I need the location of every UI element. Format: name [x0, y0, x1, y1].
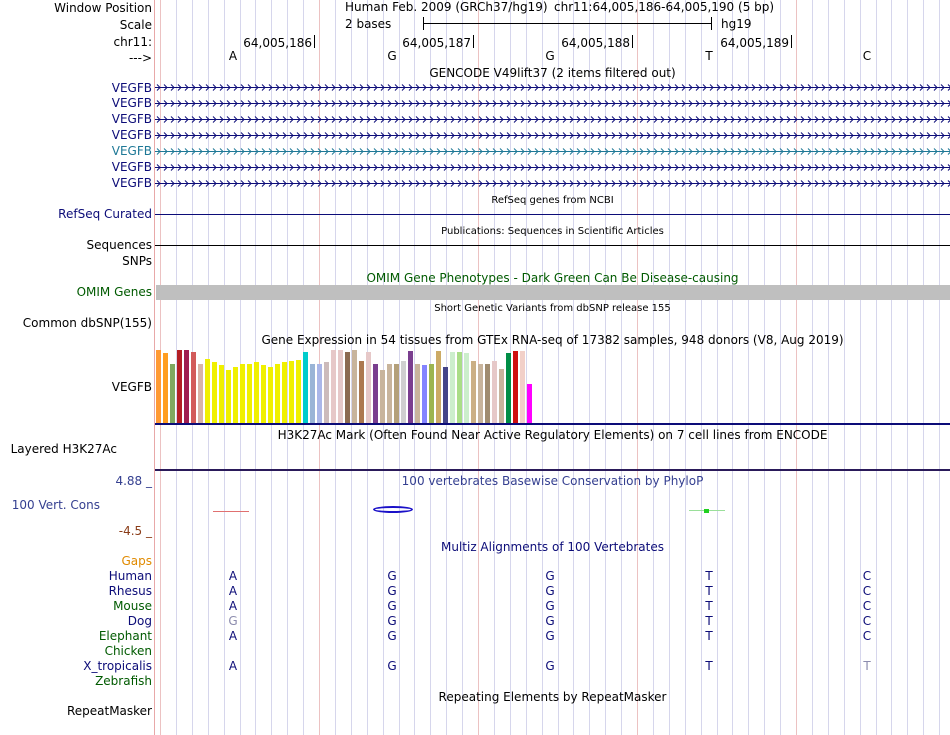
sequences-line[interactable] [155, 245, 950, 246]
coordinate-tick [314, 35, 315, 48]
gridline [589, 0, 590, 735]
gene-label-vegfb[interactable]: VEGFB [111, 144, 152, 158]
gridline [923, 0, 924, 735]
gene-label-vegfb[interactable]: VEGFB [111, 176, 152, 190]
gtex-tissue-bar[interactable] [310, 364, 315, 423]
window-position-value: chr11:64,005,186-64,005,190 (5 bp) [554, 0, 775, 14]
gaps-label[interactable]: Gaps [121, 554, 152, 568]
reference-base: C [862, 49, 872, 63]
gene-transcript-vegfb[interactable] [155, 131, 950, 140]
conservation-max-label: 4.88 _ [115, 474, 152, 488]
gridline [669, 0, 670, 735]
gtex-tissue-bar[interactable] [457, 352, 462, 423]
gtex-tissue-bar[interactable] [296, 360, 301, 423]
gtex-tissue-bar[interactable] [191, 352, 196, 423]
gene-label-vegfb[interactable]: VEGFB [111, 128, 152, 142]
gridline [828, 0, 829, 735]
gridline [796, 0, 797, 735]
gtex-tissue-bar[interactable] [345, 352, 350, 423]
gtex-tissue-bar[interactable] [464, 353, 469, 423]
scale-bar-left-tick [423, 17, 424, 30]
species-label-x-tropicalis[interactable]: X_tropicalis [83, 659, 152, 673]
gtex-tissue-bar[interactable] [527, 384, 532, 423]
scale-text: 2 bases [345, 17, 392, 31]
gtex-tissue-bar[interactable] [170, 364, 175, 423]
coordinate-label: 64,005,186 [243, 36, 312, 50]
strand-arrow-label: ---> [128, 51, 152, 65]
alignment-base: G [387, 599, 397, 613]
omim-gene-bar[interactable] [156, 285, 950, 300]
gtex-tissue-bar[interactable] [156, 350, 161, 423]
coordinate-label: 64,005,187 [402, 36, 471, 50]
gtex-baseline [155, 423, 950, 425]
alignment-base: A [228, 584, 238, 598]
gene-label-vegfb[interactable]: VEGFB [111, 96, 152, 110]
gtex-track-title: Gene Expression in 54 tissues from GTEx RNA-seq of 17382 samples, 948 donors (V8, Aug 2019) [261, 333, 844, 347]
gridline [780, 0, 781, 735]
gtex-tissue-bar[interactable] [352, 350, 357, 423]
alignment-base: T [705, 584, 713, 598]
species-label-elephant[interactable]: Elephant [98, 629, 152, 643]
gtex-tissue-bar[interactable] [520, 351, 525, 423]
gridline [876, 0, 877, 735]
gtex-tissue-bar[interactable] [380, 370, 385, 423]
phylop-t-mark [704, 509, 709, 513]
species-label-rhesus[interactable]: Rhesus [108, 584, 152, 598]
gtex-tissue-bar[interactable] [338, 350, 343, 423]
phylop-track-title: 100 vertebrates Basewise Conservation by PhyloP [401, 474, 704, 488]
gtex-tissue-bar[interactable] [443, 367, 448, 423]
gene-label-vegfb[interactable]: VEGFB [111, 112, 152, 126]
gtex-tissue-bar[interactable] [373, 364, 378, 423]
species-label-mouse[interactable]: Mouse [113, 599, 152, 613]
scale-label: Scale [119, 18, 152, 32]
gridline [717, 0, 718, 735]
alignment-base: C [862, 569, 872, 583]
alignment-base: A [228, 599, 238, 613]
gridline [621, 0, 622, 735]
gridline [748, 0, 749, 735]
gtex-tissue-bar[interactable] [408, 351, 413, 423]
alignment-base: G [545, 599, 555, 613]
common-dbsnp-label[interactable]: Common dbSNP(155) [22, 316, 152, 330]
layered-h3k27ac-label[interactable]: Layered H3K27Ac [10, 442, 117, 456]
gtex-tissue-bar[interactable] [303, 352, 308, 423]
chromosome-label: chr11: [113, 35, 152, 49]
snps-label[interactable]: SNPs [122, 254, 152, 268]
omim-genes-label[interactable]: OMIM Genes [76, 285, 152, 299]
gtex-tissue-bar[interactable] [387, 364, 392, 423]
gtex-tissue-bar[interactable] [401, 361, 406, 423]
reference-base: G [387, 49, 397, 63]
alignment-base: G [387, 584, 397, 598]
gtex-tissue-bar[interactable] [240, 364, 245, 423]
conservation-min-label: -4.5 _ [118, 524, 152, 538]
gtex-tissue-bar[interactable] [513, 351, 518, 423]
sequences-label[interactable]: Sequences [86, 238, 152, 252]
gene-transcript-vegfb[interactable] [155, 179, 950, 188]
gtex-gene-label[interactable]: VEGFB [111, 380, 152, 394]
multiz-track-title: Multiz Alignments of 100 Vertebrates [440, 540, 665, 554]
repeatmasker-track-title: Repeating Elements by RepeatMasker [438, 690, 667, 704]
coordinate-label: 64,005,189 [720, 36, 789, 50]
publications-track-title: Publications: Sequences in Scientific Articles [441, 226, 664, 237]
omim-track-title: OMIM Gene Phenotypes - Dark Green Can Be Disease-causing [366, 271, 739, 285]
gtex-tissue-bar[interactable] [247, 364, 252, 423]
gridline [764, 0, 765, 735]
gencode-track-title: GENCODE V49lift37 (2 items filtered out) [429, 66, 676, 80]
gene-label-vegfb[interactable]: VEGFB [111, 160, 152, 174]
gtex-tissue-bar[interactable] [422, 365, 427, 423]
gtex-tissue-bar[interactable] [492, 361, 497, 423]
assembly-db-label: hg19 [721, 17, 752, 31]
gene-transcript-vegfb[interactable] [155, 147, 950, 156]
h3k27ac-track-title: H3K27Ac Mark (Often Found Near Active Regulatory Elements) on 7 cell lines from ENCODE [277, 428, 828, 442]
window-position-label: Window Position [54, 1, 152, 15]
gtex-tissue-bar[interactable] [506, 353, 511, 423]
alignment-base: A [228, 629, 238, 643]
coordinate-label: 64,005,188 [561, 36, 630, 50]
gtex-tissue-bar[interactable] [282, 362, 287, 423]
gtex-tissue-bar[interactable] [499, 369, 504, 423]
alignment-base: G [545, 659, 555, 673]
alignment-base: G [545, 584, 555, 598]
gridline [685, 0, 686, 735]
gridline [732, 0, 733, 735]
gridline [605, 0, 606, 735]
gridline [907, 0, 908, 735]
refseq-curated-label[interactable]: RefSeq Curated [58, 207, 152, 221]
gtex-tissue-bar[interactable] [366, 352, 371, 423]
gene-label-vegfb[interactable]: VEGFB [111, 81, 152, 95]
gtex-expression-chart[interactable] [156, 348, 536, 423]
gtex-tissue-bar[interactable] [219, 365, 224, 423]
gtex-tissue-bar[interactable] [429, 364, 434, 423]
gene-transcript-vegfb[interactable] [155, 83, 950, 92]
gridline [812, 0, 813, 735]
gtex-tissue-bar[interactable] [289, 361, 294, 423]
alignment-base: G [387, 614, 397, 628]
alignment-base: G [387, 569, 397, 583]
alignment-base: A [228, 569, 238, 583]
alignment-base: G [387, 659, 397, 673]
gtex-tissue-bar[interactable] [212, 362, 217, 423]
gtex-tissue-bar[interactable] [415, 364, 420, 423]
alignment-base: C [862, 614, 872, 628]
vert-cons-label[interactable]: 100 Vert. Cons [11, 498, 100, 512]
gridline [653, 0, 654, 735]
species-label-zebrafish[interactable]: Zebrafish [95, 674, 152, 688]
alignment-base: C [862, 599, 872, 613]
species-label-dog[interactable]: Dog [127, 614, 152, 628]
dbsnp-track-title: Short Genetic Variants from dbSNP release 155 [434, 303, 671, 314]
alignment-base: T [705, 599, 713, 613]
gene-transcript-vegfb[interactable] [155, 115, 950, 124]
species-label-human[interactable]: Human [108, 569, 152, 583]
scale-bar-right-tick [711, 17, 712, 30]
gridline [558, 0, 559, 735]
h3k27ac-signal-line[interactable] [155, 469, 950, 471]
gtex-tissue-bar[interactable] [324, 362, 329, 423]
gridline [637, 0, 638, 735]
track-labels-panel [0, 0, 154, 735]
alignment-base: A [228, 659, 238, 673]
gtex-tissue-bar[interactable] [478, 364, 483, 423]
gtex-tissue-bar[interactable] [261, 365, 266, 423]
alignment-base: G [545, 569, 555, 583]
coordinate-tick [791, 35, 792, 48]
coordinate-tick [632, 35, 633, 48]
reference-base: A [228, 49, 238, 63]
gtex-tissue-bar[interactable] [331, 350, 336, 423]
gtex-tissue-bar[interactable] [254, 362, 259, 423]
gene-transcript-vegfb[interactable] [155, 163, 950, 172]
gtex-tissue-bar[interactable] [471, 361, 476, 423]
gtex-tissue-bar[interactable] [268, 367, 273, 423]
gtex-tissue-bar[interactable] [205, 359, 210, 423]
alignment-base: T [705, 629, 713, 643]
alignment-base: T [705, 569, 713, 583]
coordinate-tick [473, 35, 474, 48]
alignment-base: G [545, 629, 555, 643]
species-label-chicken[interactable]: Chicken [104, 644, 152, 658]
assembly-title: Human Feb. 2009 (GRCh37/hg19) [345, 0, 548, 14]
scale-bar [423, 23, 711, 24]
refseq-track-title: RefSeq genes from NCBI [491, 195, 614, 206]
gtex-tissue-bar[interactable] [177, 350, 182, 423]
alignment-base: G [228, 614, 238, 628]
gridline [573, 0, 574, 735]
reference-base: T [705, 49, 713, 63]
gtex-tissue-bar[interactable] [233, 367, 238, 423]
gene-transcript-vegfb[interactable] [155, 99, 950, 108]
alignment-base: C [862, 629, 872, 643]
reference-base: G [545, 49, 555, 63]
phylop-a-mark [213, 511, 249, 512]
alignment-base: T [705, 659, 713, 673]
alignment-base: G [387, 629, 397, 643]
gtex-tissue-bar[interactable] [485, 364, 490, 423]
gtex-tissue-bar[interactable] [317, 364, 322, 423]
gtex-tissue-bar[interactable] [436, 351, 441, 423]
gtex-tissue-bar[interactable] [184, 350, 189, 423]
gridline [891, 0, 892, 735]
gtex-tissue-bar[interactable] [198, 364, 203, 423]
phylop-g-mark [373, 506, 413, 513]
gtex-tissue-bar[interactable] [450, 352, 455, 423]
alignment-base: C [862, 584, 872, 598]
track-image-area[interactable] [155, 0, 950, 735]
alignment-base: T [863, 659, 871, 673]
gtex-tissue-bar[interactable] [226, 370, 231, 423]
gridline [939, 0, 940, 735]
gtex-tissue-bar[interactable] [163, 353, 168, 423]
alignment-base: T [705, 614, 713, 628]
alignment-base: G [545, 614, 555, 628]
gridline [844, 0, 845, 735]
repeatmasker-label[interactable]: RepeatMasker [66, 704, 152, 718]
refseq-gene-line[interactable] [155, 214, 950, 215]
gtex-tissue-bar[interactable] [359, 361, 364, 423]
gtex-tissue-bar[interactable] [275, 364, 280, 423]
gtex-tissue-bar[interactable] [394, 364, 399, 423]
